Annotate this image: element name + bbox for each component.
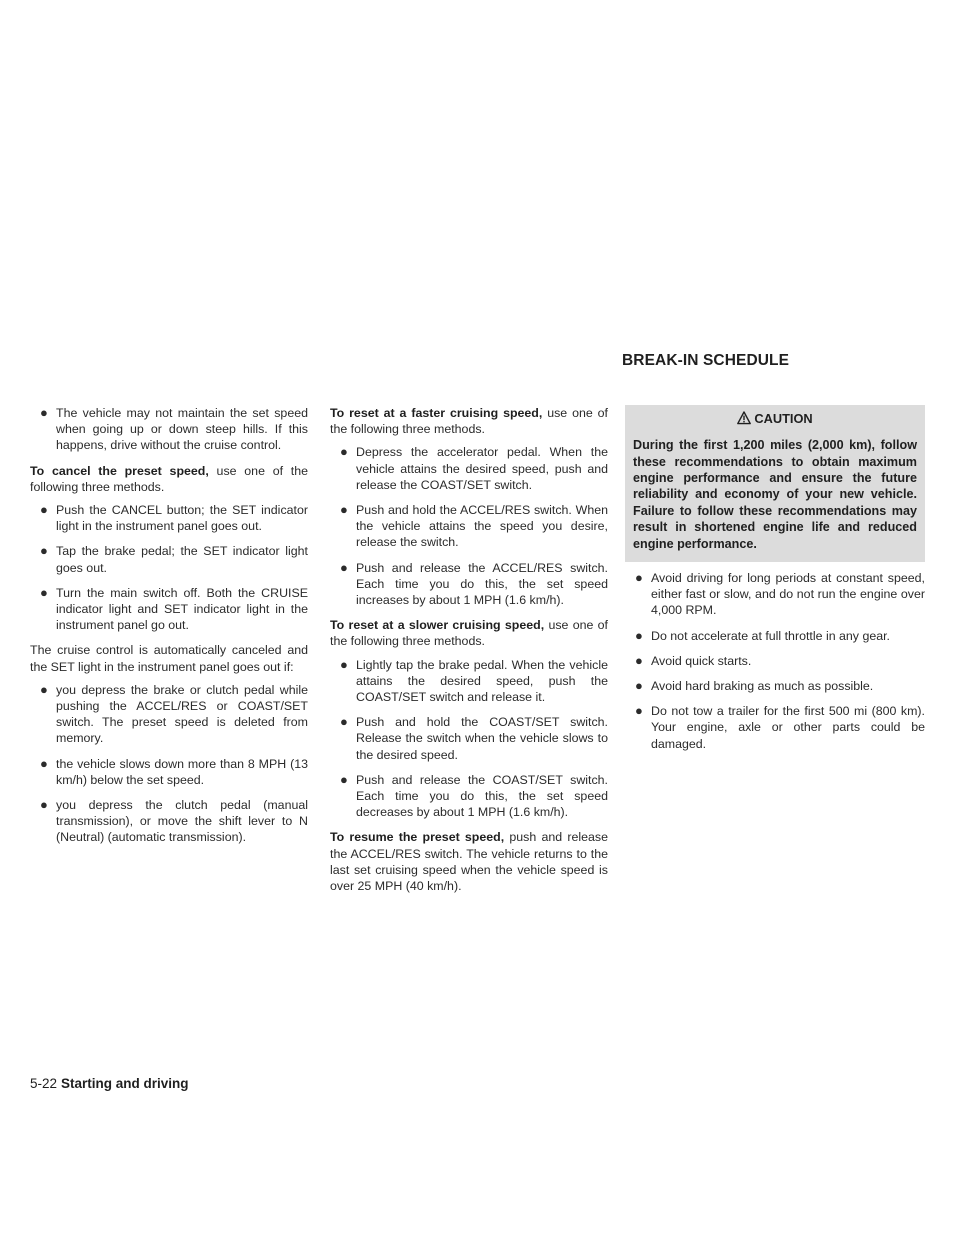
list-item <box>625 678 925 694</box>
list-item <box>30 797 308 846</box>
caution-text: During the first 1,200 miles (2,000 km), follow these recommendations to obtain maximum engine performance and ensure the future reliability and economy of your new vehicle. Failure to follow these recommendations may result in shortened engine life and reduced engine performance. <box>633 438 917 551</box>
cancel-paragraph <box>30 463 308 495</box>
caution-label: CAUTION <box>754 411 813 426</box>
slower-lead: To reset at a slower cruising speed, <box>330 618 545 633</box>
bullet-text: you depress the clutch pedal (manual transmission), or move the shift lever to N (Neutral) (automatic transmission). <box>56 798 308 845</box>
break-in-bullet-list <box>625 570 925 752</box>
auto-cancel-paragraph: The cruise control is automatically canceled and the SET light in the instrument panel goes out if: <box>30 643 308 674</box>
bullet-icon: ● <box>635 652 643 668</box>
bullet-icon: ● <box>340 502 348 518</box>
column-2 <box>330 405 608 901</box>
cancel-text: use one of the following three methods. <box>30 463 309 494</box>
bullet-text: Depress the accelerator pedal. When the vehicle attains the desired speed, push and release the COAST/SET switch. <box>356 445 608 492</box>
cancel-lead: To cancel the preset speed, <box>30 463 209 478</box>
page-number: 5-22 <box>30 1076 58 1091</box>
bullet-icon: ● <box>340 444 348 460</box>
list-item <box>625 653 925 669</box>
bullet-text: The vehicle may not maintain the set speed when going up or down steep hills. If this happens, drive without the cruise control. <box>56 406 308 453</box>
bullet-text: Lightly tap the brake pedal. When the vehicle attains the desired speed, push the COAST/SET switch and release it. <box>356 657 608 705</box>
faster-bullet-list <box>330 444 608 608</box>
list-item <box>30 502 308 534</box>
caution-box <box>625 405 925 562</box>
list-item <box>330 772 608 821</box>
bullet-text: Push the CANCEL button; the SET indicator light in the instrument panel goes out. <box>56 503 308 534</box>
bullet-text: the vehicle slows down more than 8 MPH (13 km/h) below the set speed. <box>56 756 308 787</box>
list-item <box>625 628 925 644</box>
bullet-icon: ● <box>40 681 48 697</box>
slower-bullet-list <box>330 657 608 821</box>
resume-text: push and release the ACCEL/RES switch. The vehicle returns to the last set cruising speed when the vehicle speed is over 25 MPH (40 km/h). <box>330 830 608 894</box>
faster-lead: To reset at a faster cruising speed, <box>330 406 543 420</box>
slower-paragraph <box>330 617 608 649</box>
column-1 <box>30 405 308 855</box>
bullet-text: Tap the brake pedal; the SET indicator light goes out. <box>56 544 308 575</box>
bullet-text: Push and hold the ACCEL/RES switch. When the vehicle attains the speed you desire, release the switch. <box>356 503 608 550</box>
bullet-icon: ● <box>635 703 643 719</box>
list-item <box>30 756 308 788</box>
warning-triangle-icon <box>737 411 751 425</box>
bullet-text: Do not accelerate at full throttle in any gear. <box>651 628 891 643</box>
list-item <box>30 405 308 454</box>
resume-lead: To resume the preset speed, <box>330 830 505 845</box>
list-item <box>330 714 608 763</box>
slower-text: use one of the following three methods. <box>330 618 608 649</box>
list-item <box>625 703 925 752</box>
bullet-icon: ● <box>635 627 643 643</box>
bullet-icon: ● <box>340 714 348 730</box>
bullet-text: Avoid driving for long periods at constant speed, either fast or slow, and do not run the engine over 4,000 RPM. <box>651 571 925 618</box>
bullet-icon: ● <box>40 405 48 420</box>
bullet-text: Avoid hard braking as much as possible. <box>651 679 874 694</box>
bullet-icon: ● <box>40 543 48 559</box>
list-item <box>30 585 308 634</box>
bullet-text: Push and release the ACCEL/RES switch. Each time you do this, the set speed increases by about 1 MPH (1.6 km/h). <box>356 560 608 608</box>
list-item <box>30 682 308 747</box>
bullet-text: Push and hold the COAST/SET switch. Release the switch when the vehicle slows to the desired speed. <box>356 715 608 762</box>
faster-paragraph <box>330 405 608 437</box>
caution-header <box>633 411 917 427</box>
list-item <box>330 657 608 706</box>
cancel-bullet-list <box>30 502 308 633</box>
bullet-icon: ● <box>40 584 48 600</box>
bullet-icon: ● <box>40 755 48 771</box>
bullet-text: you depress the brake or clutch pedal while pushing the ACCEL/RES or COAST/SET switch. The preset speed is deleted from memory. <box>56 682 308 746</box>
list-item <box>30 543 308 575</box>
list-item <box>330 444 608 493</box>
section-title: BREAK-IN SCHEDULE <box>622 352 790 369</box>
page-footer <box>30 1076 189 1091</box>
bullet-icon: ● <box>40 502 48 518</box>
list-item <box>330 502 608 551</box>
bullet-text: Turn the main switch off. Both the CRUISE indicator light and SET indicator light in the instrument panel go out. <box>56 585 308 633</box>
bullet-icon: ● <box>340 559 348 575</box>
bullet-icon: ● <box>340 771 348 787</box>
bullet-icon: ● <box>635 570 643 586</box>
bullet-text: Push and release the COAST/SET switch. Each time you do this, the set speed decreases by about 1 MPH (1.6 km/h). <box>356 772 608 820</box>
faster-text: use one of the following three methods. <box>330 406 608 437</box>
list-item <box>625 570 925 619</box>
column-3 <box>625 405 925 761</box>
bullet-icon: ● <box>40 797 48 813</box>
bullet-text: Do not tow a trailer for the first 500 mi (800 km). Your engine, axle or other parts could be damaged. <box>651 704 925 751</box>
bullet-icon: ● <box>635 678 643 694</box>
bullet-icon: ● <box>340 656 348 672</box>
bullet-text: Avoid quick starts. <box>651 653 752 668</box>
auto-cancel-bullet-list <box>30 682 308 846</box>
footer-section-name: Starting and driving <box>61 1076 189 1091</box>
list-item <box>330 560 608 609</box>
resume-paragraph <box>330 829 608 894</box>
intro-bullet-list <box>30 405 308 454</box>
